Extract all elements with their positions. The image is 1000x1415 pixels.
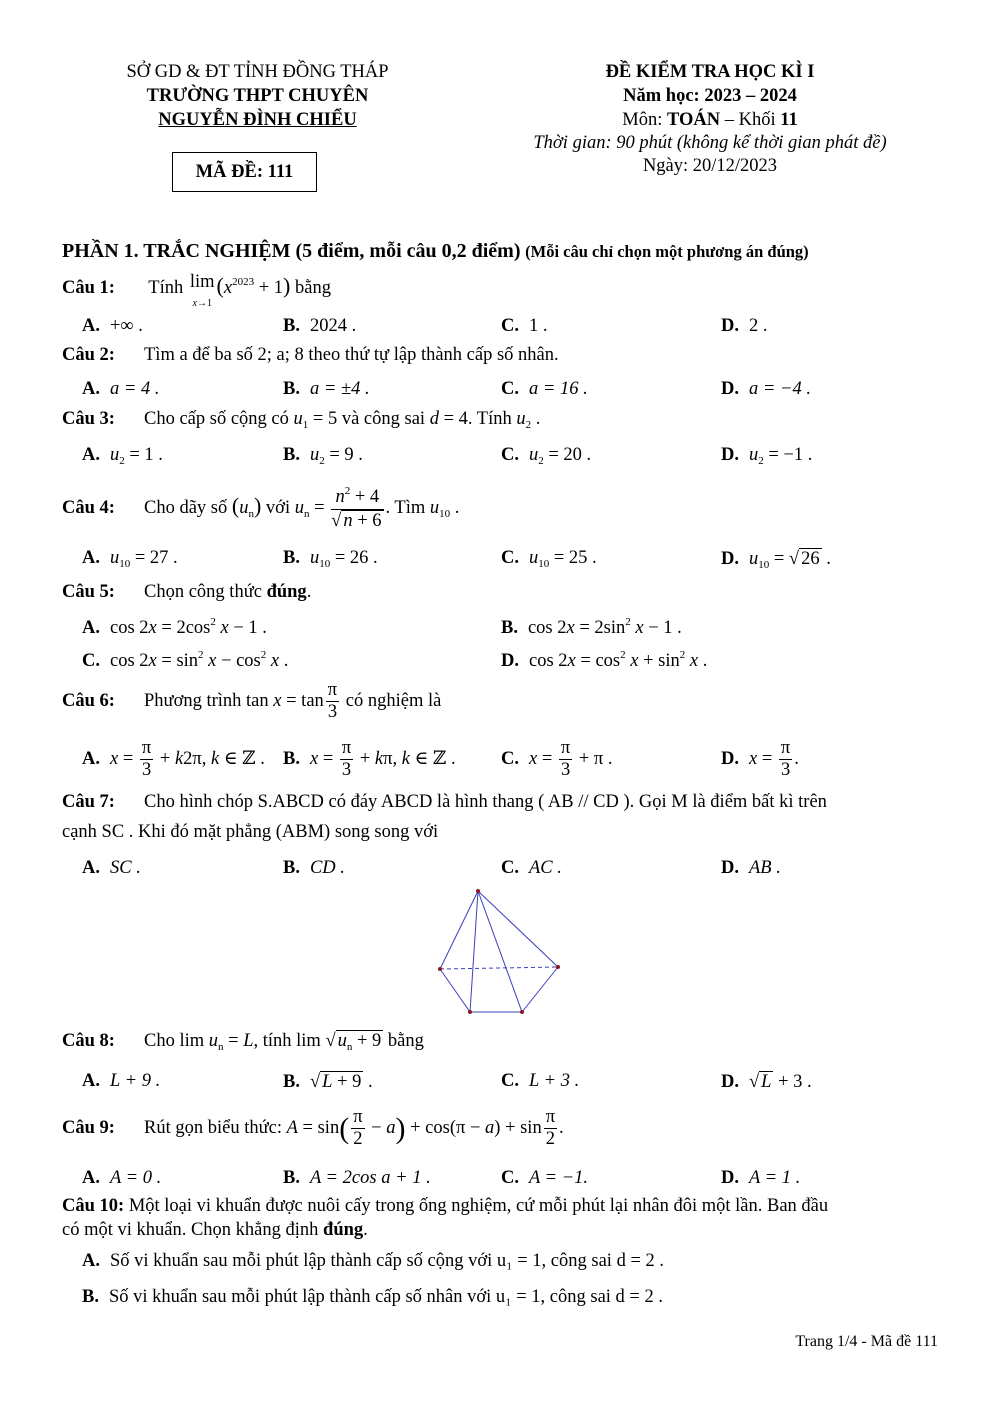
q9-option-d[interactable]: D. A = 1 . (721, 1168, 801, 1188)
q6-option-c[interactable]: C. x = $\frac{\pi}{3}$ + π . (501, 737, 613, 781)
question-text: Chọn công thức (144, 582, 267, 602)
question-label: Câu 2: (62, 345, 115, 365)
q10-option-b[interactable]: B. Số vi khuẩn sau mỗi phút lập thành cấp số nhân với u₁ = 1, công sai d = 2 . (82, 1287, 663, 1307)
q8-option-a[interactable]: A. L + 9 . (82, 1071, 161, 1091)
question-text: và công sai (341, 409, 426, 429)
question-7-cont: cạnh SC . Khi đó mặt phẳng (ABM) song song với (62, 822, 439, 842)
q4-option-c[interactable]: C. $u_{10} = 25$ . (501, 548, 597, 570)
question-label: Câu 8: (62, 1031, 115, 1051)
question-10-cont (62, 1220, 368, 1241)
question-text: Một loại vi khuẩn được nuôi cấy trong ống nghiệm, cứ mỗi phút lại nhân đôi một lần. Ban đầu (128, 1196, 829, 1216)
q3-option-b[interactable]: B. $u_2 = 9$ . (283, 445, 363, 467)
question-label: Câu 6: (62, 691, 115, 711)
question-emphasis: đúng (266, 582, 307, 602)
section-title (62, 240, 809, 263)
question-1: Câu 1: Tính lim $x\to 1(x^{2023} + 1)$ bằng (62, 272, 331, 309)
limit-expr: lim x→1 (189, 272, 215, 309)
q5-option-d[interactable]: D. $\cos 2x = \cos^2 x + \sin^2 x$ . (501, 649, 708, 671)
question-label: Câu 1: (62, 278, 115, 298)
question-text: Rút gọn biểu thức: (144, 1118, 282, 1138)
question-text: bằng (294, 278, 331, 298)
subject-line (510, 110, 910, 131)
question-6: Câu 6: Phương trình tan x = tan $\frac{\pi}{3}$ có nghiệm là (62, 676, 441, 726)
question-text: có một vi khuẩn. Chọn khẳng định (62, 1220, 324, 1240)
question-label: Câu 7: (62, 792, 115, 812)
section-heading: PHẦN 1. TRẮC NGHIỆM (5 điểm, mỗi câu 0,2 điểm) (62, 240, 521, 262)
q4-option-b[interactable]: B. $u_{10} = 26$ . (283, 548, 378, 570)
question-text: . Tìm (385, 498, 426, 518)
question-2 (62, 345, 559, 366)
exam-date: Ngày: 20/12/2023 (642, 156, 778, 176)
q7-option-a[interactable]: A. SC . (82, 858, 141, 878)
question-text: Cho hình chóp S.ABCD có đáy ABCD là hình thang ( AB // CD ). Gọi M là điểm bất kì trên (144, 792, 827, 812)
exam-duration: Thời gian: 90 phút (không kể thời gian phát đề) (533, 133, 887, 153)
q4-option-a[interactable]: A. $u_{10} = 27$ . (82, 548, 178, 570)
question-text: . Tính (467, 409, 512, 429)
question-text: với (265, 498, 291, 518)
q7-option-d[interactable]: D. AB . (721, 858, 781, 878)
question-8: Câu 8: Cho $\lim u_n = L$, tính lim √ $u_n + 9$ bằng (62, 1031, 424, 1053)
question-text: . (306, 582, 312, 602)
formula-fraction: $\frac{n^2 + 4}{√ n + 6}$ (331, 485, 382, 531)
question-9: Câu 9: Rút gọn biểu thức: A = sin( $\frac{\pi}{2}$ − a) + cos(π − a) + sin $\frac{\pi}{2}$ . (62, 1103, 564, 1154)
formula-fraction: $\frac{\pi}{3}$ (327, 679, 338, 723)
grade: 11 (780, 110, 798, 130)
question-10 (62, 1196, 828, 1217)
subject-prefix: Môn: (622, 110, 667, 130)
question-text: Cho dãy số (144, 498, 228, 518)
q6-option-d[interactable]: D. x = $\frac{\pi}{3}$ . (721, 737, 799, 781)
q2-option-c[interactable]: C. a = 16 . (501, 379, 588, 399)
q5-option-a[interactable]: A. $\cos 2x = 2\cos^2$ x − 1 . (82, 616, 267, 638)
q3-option-d[interactable]: D. $u_2 = -1$ . (721, 445, 813, 467)
question-text: . (363, 1220, 368, 1240)
school-name-line1: TRƯỜNG THPT CHUYÊN (146, 86, 369, 106)
question-text: có nghiệm là (345, 691, 442, 711)
question-4: Câu 4: Cho dãy số $(u_n)$ với $u_n$ = $\frac{n^2 + 4}{√ n + 6}$ . Tìm $u_{10}$ . (62, 478, 459, 542)
q6-option-b[interactable]: B. x = $\frac{\pi}{3}$ + kπ, k ∈ ℤ . (283, 737, 456, 781)
grade-prefix: – Khối (720, 110, 781, 130)
q9-option-b[interactable]: B. A = 2cos a + 1 . (283, 1168, 431, 1188)
exam-title: ĐỀ KIỂM TRA HỌC KÌ I (605, 62, 815, 82)
q1-option-b[interactable]: B. 2024 . (283, 316, 357, 336)
page-footer: Trang 1/4 - Mã đề 111 (795, 1333, 938, 1350)
question-label: Câu 3: (62, 409, 115, 429)
q2-option-d[interactable]: D. a = −4 . (721, 379, 811, 399)
q2-option-b[interactable]: B. a = ±4 . (283, 379, 370, 399)
q5-option-b[interactable]: B. $\cos 2x = 2\sin^2$ x − 1 . (501, 616, 682, 638)
q8-option-c[interactable]: C. L + 3 . (501, 1071, 580, 1091)
question-7 (62, 792, 827, 813)
q7-option-b[interactable]: B. CD . (283, 858, 345, 878)
q4-option-d[interactable]: D. $u_{10}$ = √ 26 . (721, 549, 831, 571)
q1-option-d[interactable]: D. 2 . (721, 316, 768, 336)
q1-option-a[interactable]: A. +∞ . (82, 316, 143, 336)
q3-option-c[interactable]: C. $u_2 = 20$ . (501, 445, 592, 467)
question-text: Cho (144, 1031, 175, 1051)
question-text: Phương trình (144, 691, 242, 711)
q3-option-a[interactable]: A. $u_2 = 1$ . (82, 445, 163, 467)
q7-option-c[interactable]: C. AC . (501, 858, 562, 878)
question-label: Câu 5: (62, 582, 115, 602)
question-emphasis: đúng (323, 1220, 364, 1240)
question-text: , tính (253, 1031, 292, 1051)
question-label: Câu 10: (62, 1196, 125, 1216)
section-note: (Mỗi câu chỉ chọn một phương án đúng) (525, 242, 809, 261)
school-name-line2: NGUYỄN ĐÌNH CHIỂU (158, 110, 357, 130)
exam-code-box: MÃ ĐỀ: 111 (172, 152, 317, 192)
question-text: Tìm a để ba số 2; a; 8 theo thứ tự lập thành cấp số nhân. (144, 345, 559, 365)
q9-option-c[interactable]: C. A = −1. (501, 1168, 589, 1188)
question-5 (62, 582, 311, 603)
school-year: Năm học: 2023 – 2024 (623, 86, 797, 106)
question-label: Câu 9: (62, 1118, 115, 1138)
q6-option-a[interactable]: A. x = $\frac{\pi}{3}$ + k2π, k ∈ ℤ . (82, 737, 265, 781)
q8-option-b[interactable]: B. √ L + 9 . (283, 1072, 373, 1092)
dept-name: SỞ GD & ĐT TỈNH ĐỒNG THÁP (126, 62, 389, 82)
question-text: Cho cấp số cộng có (144, 409, 289, 429)
q1-option-c[interactable]: C. 1 . (501, 316, 548, 336)
question-text: bằng (387, 1031, 424, 1051)
pyramid-figure (430, 882, 570, 1022)
subject-name: TOÁN (666, 110, 721, 130)
q2-option-a[interactable]: A. a = 4 . (82, 379, 160, 399)
q10-option-a[interactable]: A. Số vi khuẩn sau mỗi phút lập thành cấp số cộng với u₁ = 1, công sai d = 2 . (82, 1251, 665, 1271)
q9-option-a[interactable]: A. A = 0 . (82, 1168, 162, 1188)
question-3: Câu 3: Cho cấp số cộng có $u_1 = 5$ và công sai d = 4. Tính $u_2$ . (62, 409, 541, 431)
question-label: Câu 4: (62, 498, 115, 518)
q8-option-d[interactable]: D. √ L + 3 . (721, 1072, 812, 1092)
question-text: Tính (148, 278, 184, 298)
q5-option-c[interactable]: C. $\cos 2x = \sin^2 x - \cos^2 x$ . (82, 649, 289, 671)
